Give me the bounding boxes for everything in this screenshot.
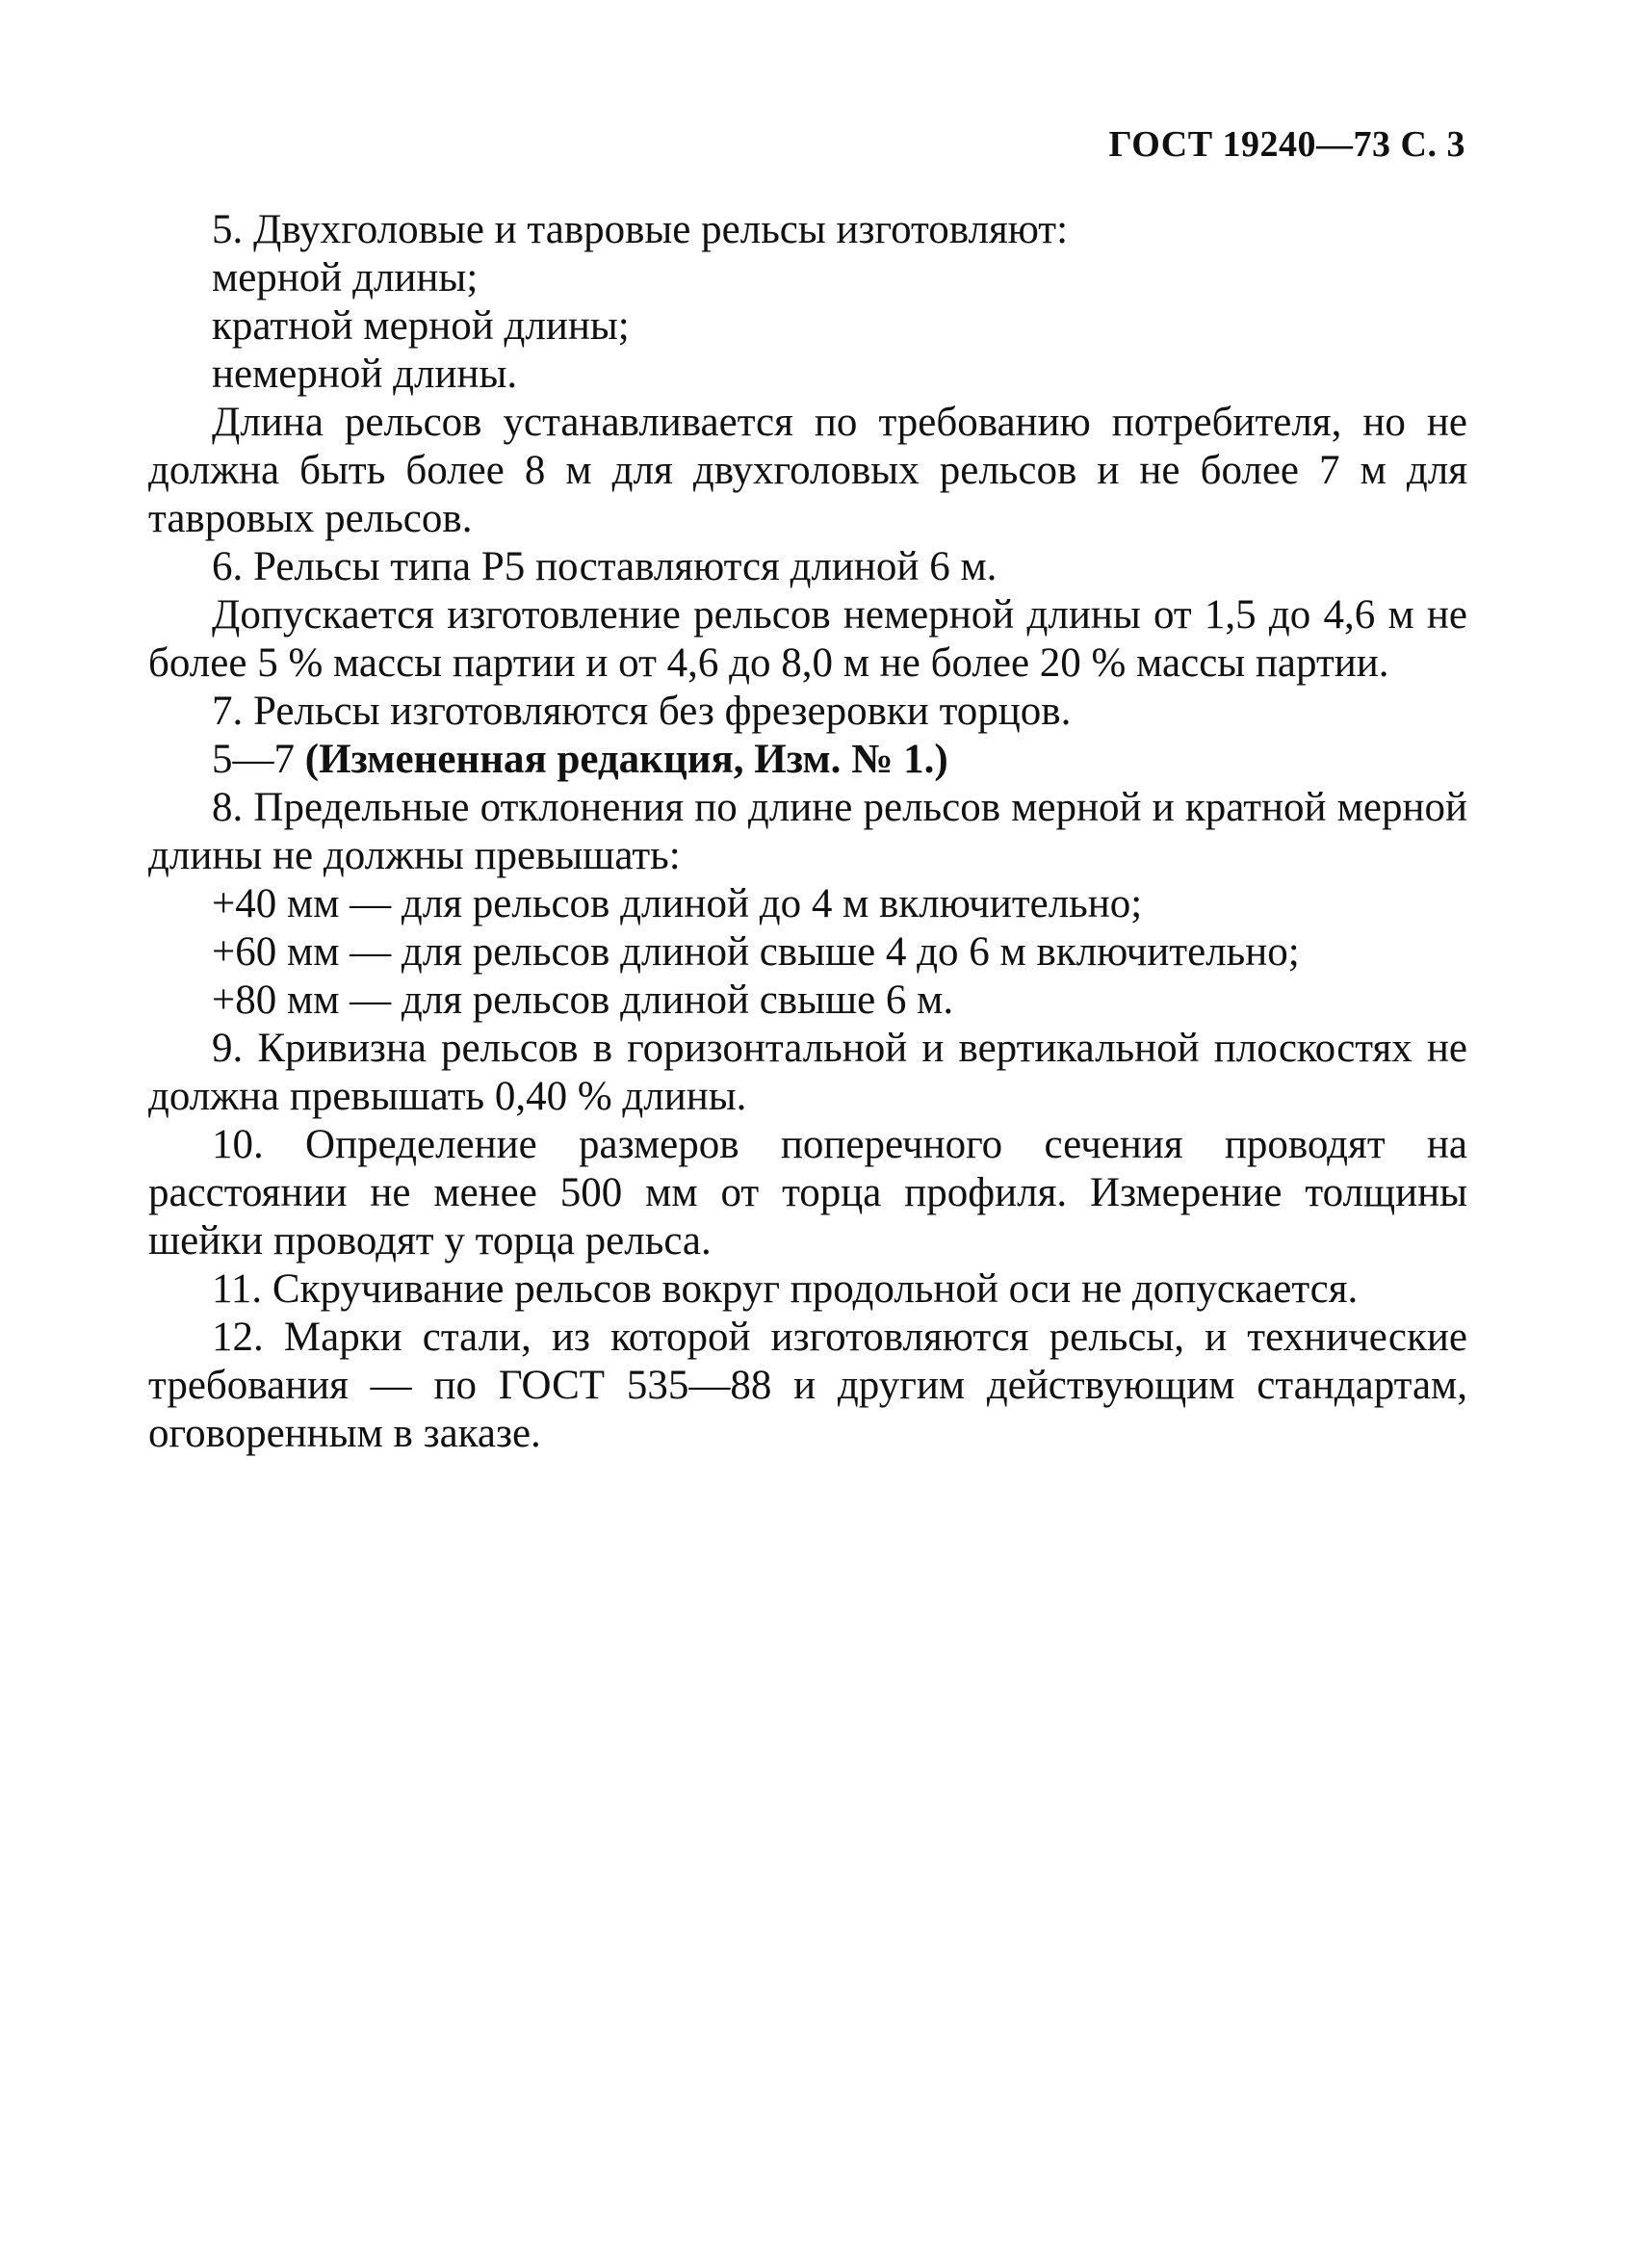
clause-8-item-2: +60 мм — для рельсов длиной свыше 4 до 6 м включительно; xyxy=(212,929,1300,975)
clause-5-intro: 5. Двухголовые и тавровые рельсы изготовляют: xyxy=(212,207,1069,252)
clause-9: 9. Кривизна рельсов в горизонтальной и вертикальной плоскостях не должна превышать 0,40 % длины. xyxy=(148,1026,1467,1119)
clause-7: 7. Рельсы изготовляются без фрезеровки торцов. xyxy=(212,689,1072,734)
clause-5-item-measured: мерной длины; xyxy=(212,255,479,300)
clause-5-length: Длина рельсов устанавливается по требованию потребителя, но не должна быть более 8 м для двухголовых рельсов и не более 7 м для тавровых рельсов. xyxy=(148,400,1467,541)
clause-5-item-unmeasured: немерной длины. xyxy=(212,352,518,397)
clause-8-item-1: +40 мм — для рельсов длиной до 4 м включительно; xyxy=(212,881,1143,926)
document-body xyxy=(148,206,1467,1458)
clause-8: 8. Предельные отклонения по длине рельсов мерной и кратной мерной длины не должны превышать: xyxy=(148,785,1467,878)
amendment-range: 5—7 xyxy=(212,737,305,782)
clause-5-item-multiple: кратной мерной длины; xyxy=(212,303,630,349)
clause-8-item-3: +80 мм — для рельсов длиной свыше 6 м. xyxy=(212,978,954,1023)
clause-10: 10. Определение размеров поперечного сечения проводят на расстоянии не менее 500 мм от торца профиля. Измерение толщины шейки проводят у торца рельса. xyxy=(148,1122,1467,1264)
running-header: ГОСТ 19240—73 С. 3 xyxy=(1108,124,1465,165)
clause-6: 6. Рельсы типа Р5 поставляются длиной 6 м. xyxy=(212,544,998,589)
amendment-note xyxy=(148,736,1467,784)
clause-12: 12. Марки стали, из которой изготовляются рельсы, и технические требования — по ГОСТ 535—88 и другим действующим стандартам, оговоренным в заказе. xyxy=(148,1315,1467,1456)
amendment-text: (Измененная редакция, Изм. № 1.) xyxy=(304,737,948,782)
clause-6-allowance: Допускается изготовление рельсов немерной длины от 1,5 до 4,6 м не более 5 % массы партии и от 4,6 до 8,0 м не более 20 % массы партии. xyxy=(148,592,1467,686)
clause-11: 11. Скручивание рельсов вокруг продольной оси не допускается. xyxy=(212,1266,1359,1312)
